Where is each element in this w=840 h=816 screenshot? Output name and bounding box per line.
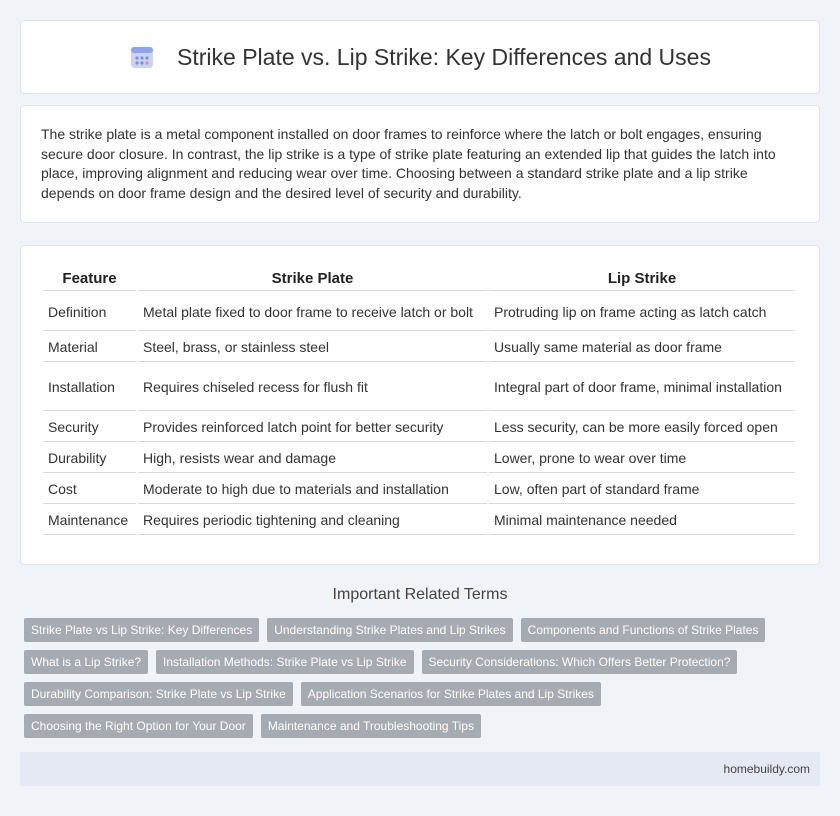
- table-row: [43, 413, 795, 442]
- related-term-tag[interactable]: Security Considerations: Which Offers Better Protection?: [422, 650, 738, 674]
- table-cell: Usually same material as door frame: [489, 333, 795, 362]
- table-cell: Requires chiseled recess for flush fit: [138, 364, 487, 411]
- related-terms-title: Important Related Terms: [332, 586, 508, 603]
- table-cell: Moderate to high due to materials and installation: [138, 475, 487, 504]
- table-cell: Low, often part of standard frame: [489, 475, 795, 504]
- table-row: [43, 506, 795, 535]
- table-row: [43, 364, 795, 411]
- header-feature: Feature: [43, 267, 136, 291]
- table-cell: Durability: [43, 444, 136, 473]
- header-strike-plate: Strike Plate: [138, 267, 487, 291]
- comparison-table-card: [20, 245, 820, 565]
- footer-site-link[interactable]: homebuildy.com: [723, 762, 810, 776]
- intro-text: The strike plate is a metal component installed on door frames to reinforce where the latch or bolt engages, ensuring secure door closure. In contrast, the lip strike is a type of strike plate featuring an extended lip that guides the latch into place, improving alignment and reducing wear over time. Choosing between a standard strike plate and a lip strike depends on door frame design and the desired level of security and durability.: [41, 126, 776, 201]
- table-row: [43, 444, 795, 473]
- table-cell: Less security, can be more easily forced open: [489, 413, 795, 442]
- table-cell: Definition: [43, 293, 136, 331]
- related-term-tag[interactable]: Understanding Strike Plates and Lip Strikes: [267, 618, 512, 642]
- table-cell: Maintenance: [43, 506, 136, 535]
- table-cell: High, resists wear and damage: [138, 444, 487, 473]
- footer: [20, 752, 820, 786]
- table-cell: Security: [43, 413, 136, 442]
- table-cell: Minimal maintenance needed: [489, 506, 795, 535]
- header-lip-strike: Lip Strike: [489, 267, 795, 291]
- related-term-tag[interactable]: Installation Methods: Strike Plate vs Lip Strike: [156, 650, 413, 674]
- table-cell: Cost: [43, 475, 136, 504]
- table-cell: Requires periodic tightening and cleaning: [138, 506, 487, 535]
- related-terms-list: [24, 618, 824, 746]
- related-term-tag[interactable]: Choosing the Right Option for Your Door: [24, 714, 253, 738]
- table-cell: Protruding lip on frame acting as latch catch: [489, 293, 795, 331]
- title-card: [20, 20, 820, 94]
- related-term-tag[interactable]: Strike Plate vs Lip Strike: Key Differences: [24, 618, 259, 642]
- table-cell: Material: [43, 333, 136, 362]
- related-term-tag[interactable]: Components and Functions of Strike Plates: [521, 618, 766, 642]
- intro-card: [20, 105, 820, 223]
- table-cell: Metal plate fixed to door frame to receive latch or bolt: [138, 293, 487, 331]
- table-cell: Integral part of door frame, minimal installation: [489, 364, 795, 411]
- calendar-icon: [129, 44, 155, 70]
- page-title: Strike Plate vs. Lip Strike: Key Differences and Uses: [177, 43, 711, 70]
- table-header-row: [43, 267, 795, 291]
- table-row: [43, 333, 795, 362]
- related-term-tag[interactable]: Maintenance and Troubleshooting Tips: [261, 714, 481, 738]
- related-term-tag[interactable]: Durability Comparison: Strike Plate vs Lip Strike: [24, 682, 293, 706]
- table-cell: Steel, brass, or stainless steel: [138, 333, 487, 362]
- comparison-table: [41, 265, 797, 537]
- table-row: [43, 293, 795, 331]
- table-row: [43, 475, 795, 504]
- table-cell: Installation: [43, 364, 136, 411]
- table-cell: Lower, prone to wear over time: [489, 444, 795, 473]
- related-term-tag[interactable]: Application Scenarios for Strike Plates and Lip Strikes: [301, 682, 601, 706]
- table-cell: Provides reinforced latch point for better security: [138, 413, 487, 442]
- related-term-tag[interactable]: What is a Lip Strike?: [24, 650, 148, 674]
